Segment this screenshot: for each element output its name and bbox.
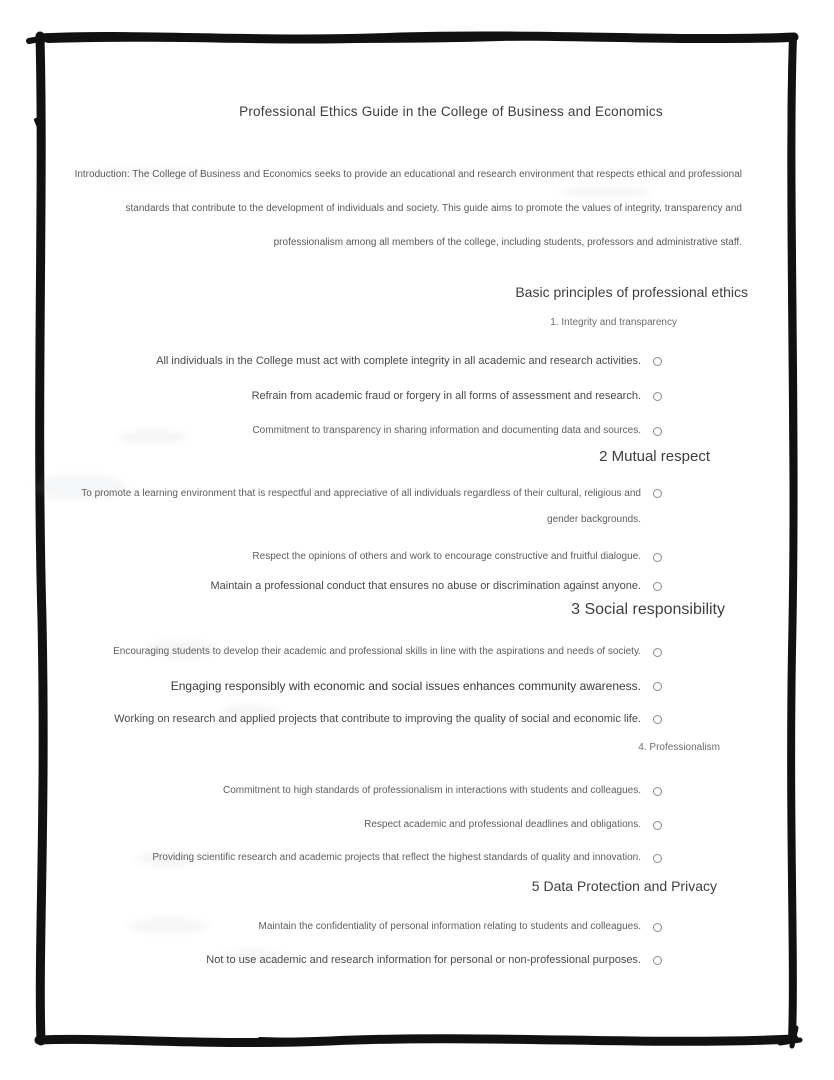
form-item-row [47,354,662,368]
item-text: Respect the opinions of others and work to encourage constructive and fruitful dialogue. [252,551,641,562]
item-text: Respect academic and professional deadlines and obligations. [364,819,641,830]
form-item-row [47,784,662,798]
option-radio-circle[interactable] [653,821,662,830]
main-heading: Basic principles of professional ethics [515,284,748,300]
section-heading-social-responsibility: 3 Social responsibility [571,601,725,618]
form-item-row [47,851,662,865]
item-text: Not to use academic and research information for personal or non-professional purposes. [206,954,641,966]
item-text: Maintain the confidentiality of personal information relating to students and colleagues. [258,921,641,932]
form-item-row [47,953,662,967]
form-item-row [47,550,662,564]
option-radio-circle[interactable] [653,854,662,863]
item-text: Engaging responsibly with economic and social issues enhances community awareness. [170,679,641,693]
item-text: Maintain a professional conduct that ensures no abuse or discrimination against anyone. [210,580,641,592]
item-text: Providing scientific research and academic projects that reflect the highest standards of quality and innovation. [152,852,641,863]
option-radio-circle[interactable] [653,553,662,562]
form-item-row [47,679,662,693]
introduction-paragraph: Introduction: The College of Business and Economics seeks to provide an educational and research environment that respects ethical and professional standards that contribute to the development of individuals and society. This guide aims to promote the values of integrity, transparency and professionalism among all members of the college, including students, professors and administrative staff. [74,169,742,248]
option-radio-circle[interactable] [653,715,662,724]
option-radio-circle[interactable] [653,582,662,591]
item-text: Commitment to high standards of professionalism in interactions with students and colleagues. [223,785,641,796]
item-text: Working on research and applied projects that contribute to improving the quality of social and economic life. [114,713,641,725]
form-item-row [47,481,662,533]
option-radio-circle[interactable] [653,357,662,366]
option-radio-circle[interactable] [653,392,662,401]
option-radio-circle[interactable] [653,923,662,932]
form-item-row [47,389,662,403]
option-radio-circle[interactable] [653,682,662,691]
option-radio-circle[interactable] [653,427,662,436]
form-item-row [47,424,662,438]
option-radio-circle[interactable] [653,489,662,498]
option-radio-circle[interactable] [653,956,662,965]
item-text: Refrain from academic fraud or forgery in all forms of assessment and research. [251,390,641,402]
section-heading-professionalism: 4. Professionalism [638,742,720,753]
section-heading-integrity: 1. Integrity and transparency [550,317,677,328]
option-radio-circle[interactable] [653,787,662,796]
item-text: Commitment to transparency in sharing information and documenting data and sources. [252,425,641,436]
section-heading-data-protection: 5 Data Protection and Privacy [531,878,717,894]
form-item-row [47,579,662,593]
form-item-row [47,818,662,832]
document-title: Professional Ethics Guide in the College of Business and Economics [239,104,663,119]
form-item-row [47,712,662,726]
form-item-row [47,645,662,659]
item-text: Encouraging students to develop their academic and professional skills in line with the aspirations and needs of society. [113,646,641,657]
form-item-row [47,920,662,934]
item-text: All individuals in the College must act with complete integrity in all academic and research activities. [156,355,641,367]
option-radio-circle[interactable] [653,648,662,657]
section-heading-mutual-respect: 2 Mutual respect [599,448,710,465]
item-text: To promote a learning environment that is respectful and appreciative of all individuals regardless of their cultural, religious and gender backgrounds. [81,488,641,525]
